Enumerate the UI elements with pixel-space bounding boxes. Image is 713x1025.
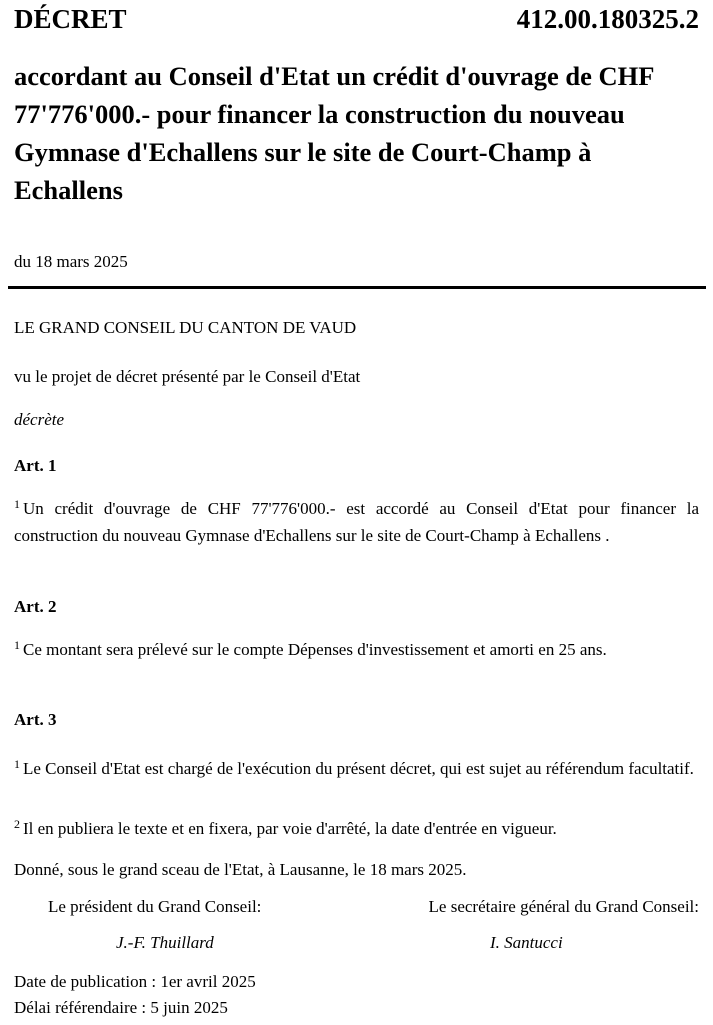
publication-date: Date de publication : 1er avril 2025 [14, 972, 256, 991]
article-2-heading: Art. 2 [14, 597, 57, 616]
decree-date: du 18 mars 2025 [14, 252, 128, 271]
paragraph-text: Un crédit d'ouvrage de CHF 77'776'000.- est accordé au Conseil d'Etat pour financer la construction du nouveau Gymnase d'Echallens sur le site de Court-Champ à Echallens . [14, 499, 699, 545]
article-2-paragraph-1 [14, 637, 699, 664]
article-1-paragraph-1 [14, 496, 699, 548]
paragraph-number: 1 [14, 757, 20, 771]
signatory-president-title: Le président du Grand Conseil: [48, 897, 262, 916]
decree-title: accordant au Conseil d'Etat un crédit d'ouvrage de CHF 77'776'000.- pour financer la construction du nouveau Gymnase d'Echallens sur le site de Court-Champ à Echallens [14, 61, 654, 205]
article-3-paragraph-2 [14, 816, 699, 843]
article-3-heading: Art. 3 [14, 710, 57, 729]
decrees-word: décrète [14, 410, 65, 429]
paragraph-text: Ce montant sera prélevé sur le compte Dépenses d'investissement et amorti en 25 ans. [23, 640, 607, 659]
paragraph-number: 2 [14, 817, 20, 831]
document-number: 412.00.180325.2 [516, 4, 699, 34]
document-type: DÉCRET [14, 4, 127, 34]
signatory-secretary-name: I. Santucci [490, 933, 563, 952]
paragraph-number: 1 [14, 497, 20, 511]
signatory-president-name: J.-F. Thuillard [116, 933, 214, 952]
article-1-heading: Art. 1 [14, 456, 57, 475]
header-divider [8, 286, 706, 289]
enacting-authority: LE GRAND CONSEIL DU CANTON DE VAUD [14, 318, 357, 337]
paragraph-number: 1 [14, 638, 20, 652]
signatory-secretary-title: Le secrétaire général du Grand Conseil: [428, 897, 699, 916]
referendum-deadline: Délai référendaire : 5 juin 2025 [14, 998, 228, 1017]
preamble: vu le projet de décret présenté par le Conseil d'Etat [14, 367, 361, 386]
paragraph-text: Il en publiera le texte et en fixera, par voie d'arrêté, la date d'entrée en vigueur. [23, 819, 557, 838]
given-under-seal: Donné, sous le grand sceau de l'Etat, à Lausanne, le 18 mars 2025. [14, 860, 467, 879]
paragraph-text: Le Conseil d'Etat est chargé de l'exécution du présent décret, qui est sujet au référendum facultatif. [23, 759, 694, 778]
article-3-paragraph-1 [14, 756, 699, 783]
